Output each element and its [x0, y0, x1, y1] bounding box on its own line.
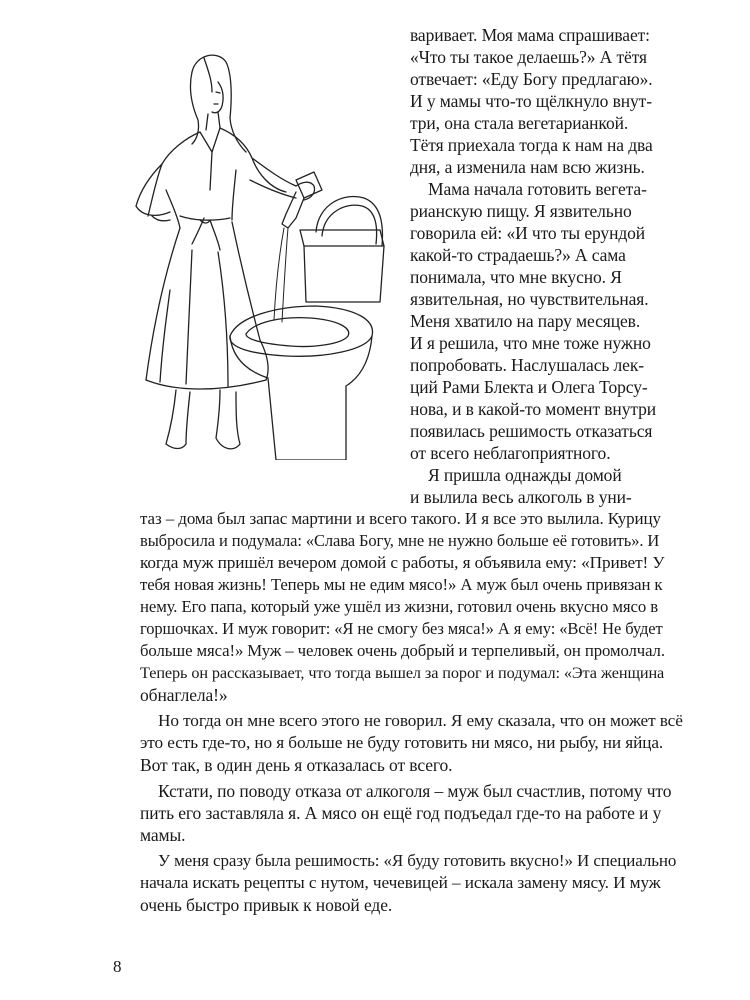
column-line: Меня хватило на пару месяцев. [410, 311, 641, 331]
column-line: три, она стала вегетарианкой. [410, 113, 629, 133]
column-line: И я решила, что мне тоже нужно [410, 333, 651, 353]
column-line: появилась решимость отказаться [410, 421, 653, 441]
body-line: мамы. [140, 825, 186, 845]
column-line: Тётя приехала тогда к нам на два [410, 135, 653, 155]
body-line: начала искать рецепты с нутом, чечевицей – искала замену мясу. И муж [140, 873, 661, 892]
body-line: выбросила и подумала: «Слава Богу, мне не нужно больше её готовить». И [140, 531, 660, 550]
body-line: Но тогда он мне всего этого не говорил. Я ему сказала, что он может всё [158, 711, 683, 730]
body-line: Кстати, по поводу отказа от алкоголя – муж был счастлив, потому что [158, 781, 672, 801]
column-line: Мама начала готовить вегета- [428, 179, 647, 199]
column-line: «Что ты такое делаешь?» А тётя [410, 47, 647, 67]
column-line: и вылила весь алкоголь в уни- [410, 487, 632, 507]
column-line: отвечает: «Еду Богу предлагаю». [410, 69, 653, 89]
column-line: понимала, что мне вкусно. Я [410, 267, 622, 287]
column-line: дня, а изменила нам всю жизнь. [410, 157, 645, 177]
column-line: варивает. Моя мама спрашивает: [410, 25, 650, 45]
body-line: У меня сразу была решимость: «Я буду готовить вкусно!» И специально [158, 851, 677, 870]
column-line: попробовать. Наслушалась лек- [410, 355, 644, 375]
column-line: какой-то страдаешь?» А сама [410, 245, 626, 265]
column-line: Я пришла однажды домой [428, 465, 622, 485]
page-number: 8 [113, 957, 122, 976]
body-line: таз – дома был запас мартини и всего такого. И я все это вылила. Курицу [140, 509, 661, 528]
body-line: тебя новая жизнь! Теперь мы не едим мясо!» А муж был очень привязан к [140, 575, 663, 594]
body-line: когда муж пришёл вечером домой с работы, я объявила ему: «Привет! У [140, 553, 665, 572]
column-line: ций Рами Блекта и Олега Торсу- [410, 377, 648, 397]
body-line: очень быстро привык к новой еде. [140, 895, 393, 915]
body-line: нему. Его папа, который уже ушёл из жизни, готовил очень вкусно мясо в [140, 597, 659, 616]
column-line: И у мамы что-то щёлкнуло внут- [410, 91, 652, 111]
column-line: язвительная, но чувствительная. [410, 289, 649, 309]
body-line: Вот так, в один день я отказалась от всего. [140, 755, 453, 775]
body-line: пить его заставляла я. А мясо он ещё год подъедал где-то на работе и у [140, 803, 662, 823]
body-line: горшочках. И муж говорит: «Я не смогу без мяса!» А я ему: «Всё! Не будет [140, 619, 663, 638]
column-line: от всего неблагоприятного. [410, 443, 611, 463]
column-line: нова, и в какой-то момент внутри [410, 399, 657, 419]
body-line: обнаглела!» [140, 685, 228, 705]
body-line: больше мяса!» Муж – человек очень добрый и терпеливый, он промолчал. [140, 641, 665, 660]
body-line: Теперь он рассказывает, что тогда вышел за порог и подумал: «Эта женщина [140, 664, 665, 682]
body-line: это есть где-то, но я больше не буду готовить ни мясо, ни рыбу, ни яйца. [140, 733, 664, 752]
woman-pouring-alcohol-into-toilet-illustration [100, 40, 405, 460]
column-line: рианскую пищу. Я язвительно [410, 201, 632, 221]
column-line: говорила ей: «И что ты ерундой [410, 223, 646, 243]
